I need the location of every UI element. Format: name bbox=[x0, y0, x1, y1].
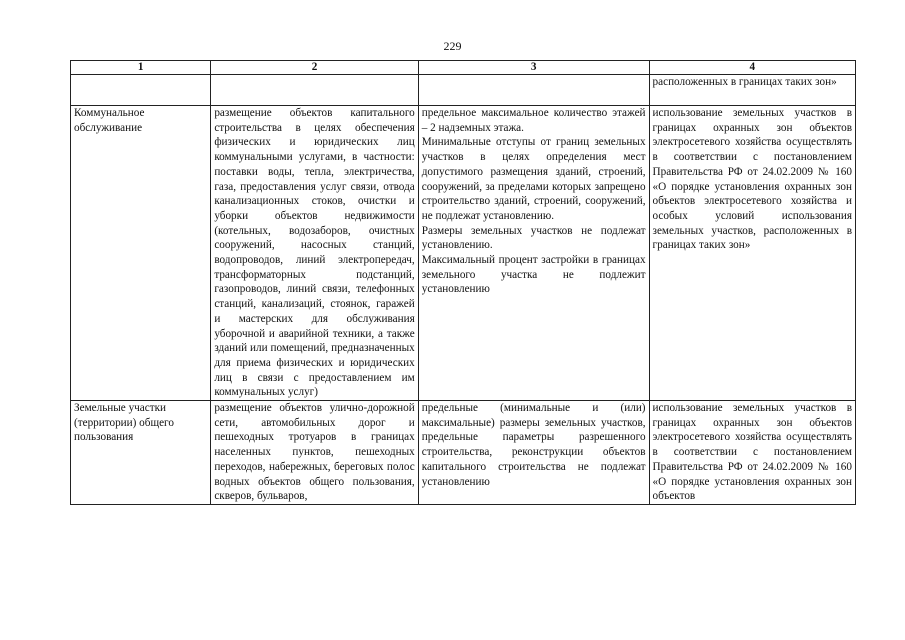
land-use-table bbox=[70, 60, 856, 505]
table-header-row bbox=[71, 61, 856, 75]
cell-parameters bbox=[418, 106, 649, 401]
cell-parameters bbox=[418, 75, 649, 106]
cell-parameters bbox=[418, 401, 649, 505]
table-row bbox=[71, 106, 856, 401]
page-number: 229 bbox=[443, 39, 462, 53]
parameter-paragraph: Минимальные отступы от границ земельных участков в целях определения мест допустимого размещения зданий, строений, сооружений, за пределами которых запрещено строительство зданий, строений, сооружений, не подлежат установлению. bbox=[421, 136, 646, 222]
cell-use-type: Земельные участки (территории) общего пользования bbox=[71, 401, 211, 505]
column-header-1: 1 bbox=[71, 61, 211, 75]
table-row bbox=[71, 75, 856, 106]
cell-restrictions: расположенных в границах таких зон» bbox=[649, 75, 855, 106]
parameter-paragraph: Максимальный процент застройки в границах земельного участка не подлежит установлению bbox=[421, 254, 646, 296]
parameter-paragraph: предельные (минимальные и (или) максимальные) размеры земельных участков, предельные параметры разрешенного строительства, реконструкции объектов капитального строительства не подлежат установлению bbox=[421, 402, 646, 488]
cell-restrictions: использование земельных участков в границах охранных зон объектов электросетевого хозяйства осуществлять в соответствии с постановлением Правительства РФ от 24.02.2009 № 160 «О порядке установления охранных зон объектов bbox=[649, 401, 855, 505]
cell-use-description bbox=[211, 75, 418, 106]
parameter-paragraph: предельное максимальное количество этажей – 2 надземных этажа. bbox=[421, 107, 646, 134]
cell-restrictions: использование земельных участков в границах охранных зон объектов электросетевого хозяйства осуществлять в соответствии с постановлением Правительства РФ от 24.02.2009 № 160 «О порядке установления охранных зон объектов электросетевого хозяйства и особых условий использования земельных участков, расположенных в границах таких зон» bbox=[649, 106, 855, 401]
cell-use-description: размещение объектов капитального строительства в целях обеспечения физических и юридических лиц коммунальными услугами, в частности: поставки воды, тепла, электричества, газа, предоставления услуг связи, отвода канализационных стоков, очистки и уборки объектов недвижимости (котельных, водозаборов, очистных сооружений, насосных станций, водопроводов, линий электропередач, трансформаторных подстанций, газопроводов, линий связи, телефонных станций, канализаций, стоянок, гаражей и мастерских для обслуживания уборочной и аварийной техники, а также зданий или помещений, предназначенных для приема физических и юридических лиц в связи с предоставлением им коммунальных услуг) bbox=[211, 106, 418, 401]
column-header-4: 4 bbox=[649, 61, 855, 75]
cell-use-description: размещение объектов улично-дорожной сети, автомобильных дорог и пешеходных тротуаров в границах населенных пунктов, пешеходных переходов, набережных, береговых полос водных объектов общего пользования, скверов, бульваров, bbox=[211, 401, 418, 505]
parameter-paragraph: Размеры земельных участков не подлежат установлению. bbox=[421, 224, 646, 252]
table-row bbox=[71, 401, 856, 505]
column-header-3: 3 bbox=[418, 61, 649, 75]
cell-use-type: Коммунальное обслуживание bbox=[71, 106, 211, 401]
cell-use-type bbox=[71, 75, 211, 106]
column-header-2: 2 bbox=[211, 61, 418, 75]
